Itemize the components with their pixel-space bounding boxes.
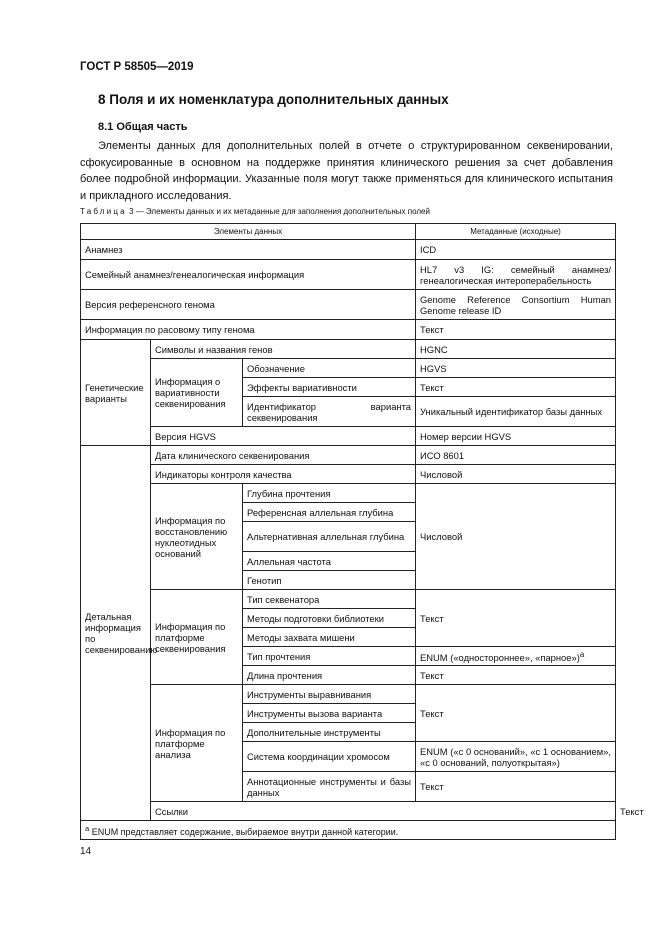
table-row [81,484,616,503]
cell-platform-info: Информация по платформе секвенирования [151,590,243,685]
table-row [81,685,616,704]
cell-ref-genome: Версия референсного генома [81,290,416,320]
table-row [81,465,616,484]
cell-quality-meta: Числовой [416,465,616,484]
cell-variant-call-tools: Инструменты вызова варианта [243,704,416,723]
cell-variant-id: Идентификатор варианта секвенирования [243,397,416,427]
cell-annotation-tools: Аннотационные инструменты и базы данных [243,772,416,802]
table-row [81,427,616,446]
table-row [81,260,616,290]
cell-hgvs-version-meta: Номер версии HGVS [416,427,616,446]
cell-gene-symbols-meta: HGNC [416,340,616,359]
table-row [81,340,616,359]
cell-gene-symbols: Символы и названия генов [151,340,416,359]
subsection-title: 8.1 Общая часть [98,121,188,133]
table-caption-text: 3 — Элементы данных и их метаданные для заполнения дополнительных полей [129,207,430,216]
footnote-text: ENUM представляет содержание, выбираемое внутри данной категории. [91,826,399,837]
cell-analysis-info: Информация по платформе анализа [151,685,243,802]
metadata-table [80,223,644,840]
section-title: 8 Поля и их номенклатура дополнительных данных [98,92,449,107]
cell-tools-meta: Текст [416,685,616,742]
cell-recovery-info: Информация по восстановлению нуклеотидных оснований [151,484,243,590]
footnote-mark: a [85,823,90,833]
cell-coord-system-meta: ENUM («с 0 оснований», «с 1 основанием», «с 0 оснований, полуоткрытая») [416,742,616,772]
cell-platform-meta: Текст [416,590,616,647]
cell-race-meta: Текст [416,320,616,340]
table-row [81,290,616,320]
cell-seq-date: Дата клинического секвенирования [151,446,416,465]
table-caption [80,207,430,216]
cell-library-methods: Методы подготовки библиотеки [243,609,416,628]
page-number: 14 [80,846,92,857]
table-row [81,359,616,378]
cell-alt-allele-depth: Альтернативная аллельная глубина [243,522,416,552]
table-row [81,446,616,465]
footnote-ref: a [579,649,585,659]
cell-genotype: Генотип [243,571,416,590]
cell-family-meta: HL7 v3 IG: семейный анамнез/генеалогическая интероперабельность [416,260,616,290]
intro-paragraph: Элементы данных для дополнительных полей в отчете о структурированном секвенировании, сфокусированные в основном на поддержке принятия клинического решения за счет добавления более подробной информации. Указанные поля могут также применяться для клинического испытания и прикладного исследования. [80,140,613,202]
cell-annotation-tools-meta: Текст [416,772,616,802]
cell-seq-date-meta: ИСО 8601 [416,446,616,465]
cell-anamnesis: Анамнез [81,240,416,260]
cell-detailed-info: Детальная информация по секвенированию [81,446,151,821]
cell-read-type: Тип прочтения [243,647,416,666]
table-row [81,240,616,260]
cell-sequencer-type: Тип секвенатора [243,590,416,609]
cell-references: Ссылки [151,802,616,821]
table-row: Ссылки Текст [81,802,616,821]
cell-hgvs-version: Версия HGVS [151,427,416,446]
table-row [81,320,616,340]
table-caption-label: Таблица [80,207,127,216]
cell-footnote [81,821,616,840]
header-elements: Элементы данных [81,224,416,240]
table-footnote-row [81,821,616,840]
cell-ref-allele-depth: Референсная аллельная глубина [243,503,416,522]
cell-quality: Индикаторы контроля качества [151,465,416,484]
cell-notation-meta: HGVS [416,359,616,378]
cell-anamnesis-meta: ICD [416,240,616,260]
cell-allele-freq: Аллельная частота [243,552,416,571]
cell-capture-methods: Методы захвата мишени [243,628,416,647]
table-header-row [81,224,616,240]
cell-variant-id-meta: Уникальный идентификатор базы данных [416,397,616,427]
cell-family: Семейный анамнез/генеалогическая информация [81,260,416,290]
cell-read-length: Длина прочтения [243,666,416,685]
cell-effects-meta: Текст [416,378,616,397]
cell-genetic-variants: Генетические варианты [81,340,151,446]
table-row [81,590,616,609]
document-code: ГОСТ Р 58505—2019 [80,61,194,73]
cell-read-type-meta [416,647,616,666]
cell-race: Информация по расовому типу генома [81,320,416,340]
cell-variability-info: Информация о вариативности секвенирования [151,359,243,427]
read-type-meta-text: ENUM («одностороннее», «парное») [420,652,580,664]
cell-recovery-meta: Числовой [416,484,616,590]
cell-notation: Обозначение [243,359,416,378]
cell-read-depth: Глубина прочтения [243,484,416,503]
cell-alignment-tools: Инструменты выравнивания [243,685,416,704]
cell-read-length-meta: Текст [416,666,616,685]
cell-extra-tools: Дополнительные инструменты [243,723,416,742]
cell-ref-genome-meta: Genome Reference Consortium Human Genome release ID [416,290,616,320]
header-metadata: Метаданные (исходные) [416,224,616,240]
cell-coord-system: Система координации хромосом [243,742,416,772]
cell-effects: Эффекты вариативности [243,378,416,397]
